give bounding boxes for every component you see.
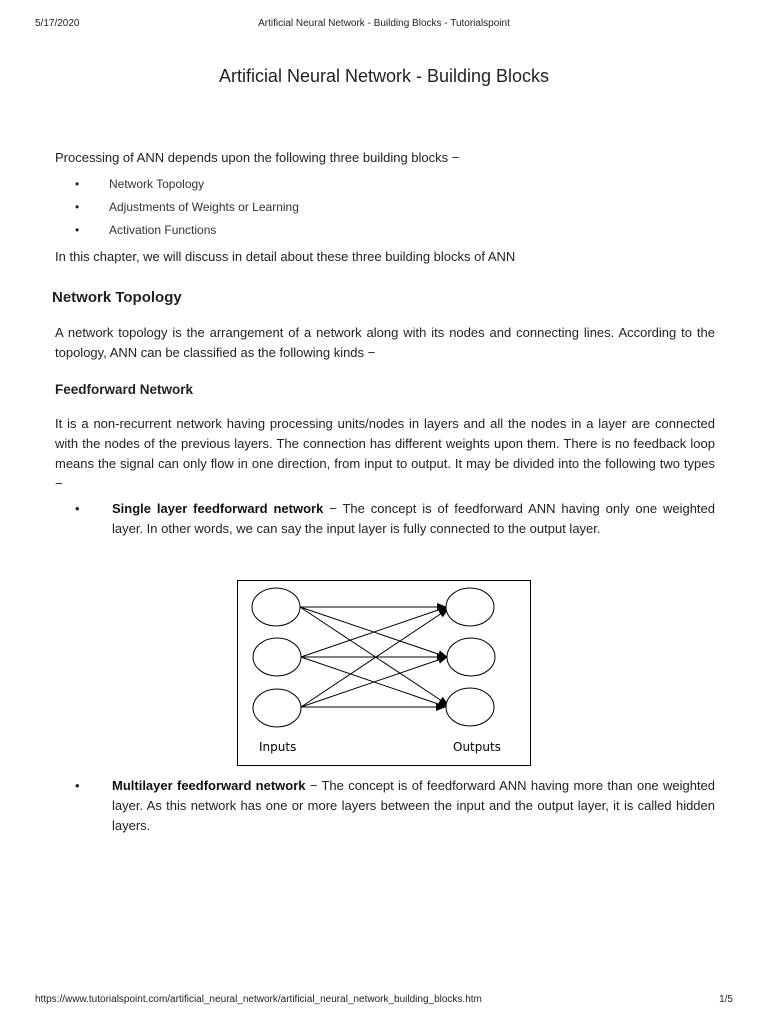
input-node: [253, 689, 301, 727]
output-node: [446, 588, 494, 626]
header-page-title: Artificial Neural Network - Building Blocks - Tutorialspoint: [258, 18, 510, 29]
feedforward-text: It is a non-recurrent network having processing units/nodes in layers and all the nodes in a layer are connected with the nodes of the previous layers. The connection has different weights upon them. There is no feedback loop means the signal can only flow in one direction, from input to output. It may be divided into the following two types −: [55, 416, 715, 491]
feedforward-heading: Feedforward Network: [55, 382, 194, 397]
multilayer-term: Multilayer feedforward network: [112, 778, 306, 793]
single-layer-item: [55, 499, 715, 539]
intro-text: Processing of ANN depends upon the following three building blocks −: [55, 150, 460, 165]
footer-url: https://www.tutorialspoint.com/artificial_neural_network/artificial_neural_network_building_blocks.htm: [35, 994, 482, 1005]
outputs-label: Outputs: [453, 740, 501, 754]
single-layer-desc: − The concept is of feedforward ANN having only one weighted layer. In other words, we can say the input layer is fully connected to the output layer.: [112, 501, 715, 536]
multilayer-item: [55, 776, 715, 836]
list-item: • Network Topology: [55, 175, 715, 198]
output-node: [447, 638, 495, 676]
bullet: •: [75, 501, 80, 516]
inputs-label: Inputs: [259, 740, 297, 754]
footer-page-number: 1/5: [719, 994, 733, 1005]
input-node: [252, 588, 300, 626]
chapter-note: In this chapter, we will discuss in detail about these three building blocks of ANN: [55, 249, 516, 264]
bullet: •: [75, 778, 80, 793]
list-item: • Activation Functions: [55, 221, 715, 244]
single-layer-network-diagram: [237, 580, 531, 766]
header-date: 5/17/2020: [35, 18, 80, 29]
page-title: Artificial Neural Network - Building Blocks: [218, 66, 550, 86]
network-topology-text: A network topology is the arrangement of a network along with its nodes and connecting lines. According to the topology, ANN can be classified as the following kinds −: [55, 325, 715, 360]
input-node: [253, 638, 301, 676]
output-node: [446, 688, 494, 726]
network-topology-heading: Network Topology: [52, 289, 182, 306]
building-blocks-list: [55, 175, 715, 244]
multilayer-desc: − The concept is of feedforward ANN having more than one weighted layer. As this network has one or more layers between the input and the output layer, it is called hidden layers.: [112, 778, 715, 833]
single-layer-term: Single layer feedforward network: [112, 501, 324, 516]
list-item: • Adjustments of Weights or Learning: [55, 198, 715, 221]
